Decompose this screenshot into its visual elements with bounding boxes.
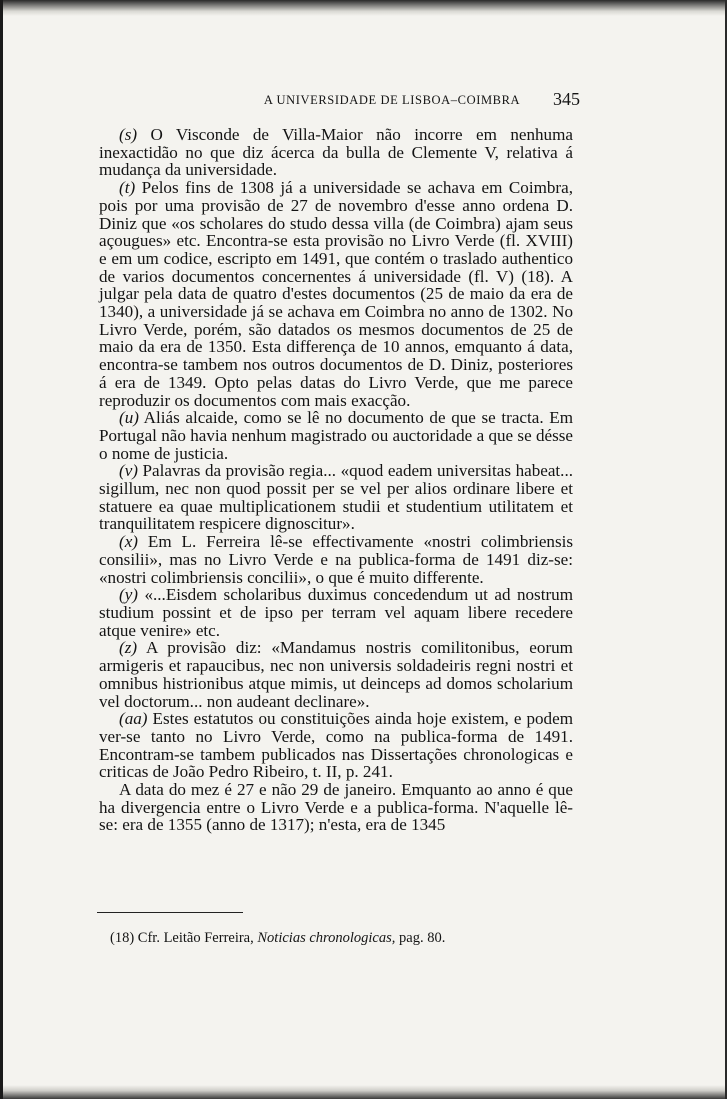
note-text: Pelos fins de 1308 já a universidade se achava em Coimbra, pois por uma provisão de 27 de novembro d'esse anno ordena D. Diniz que «os scholares do studo dessa villa (de Coimbra) ajam seus açougues» etc. Encontra-se esta provisão no Livro Verde (fl. XVIII) e em um codice, escripto em 1491, que contém o traslado authentico de varios documentos concernentes á universidade (fl. V) (18). A julgar pela data de quatro d'estes documentos (25 de maio da era de 1340), a universidade já se achava em Coimbra no anno de 1302. No Livro Verde, porém, são datados os mesmos documentos de 25 de maio da era de 1350. Esta differença de 10 annos, emquanto á data, encontra-se tambem nos outros documentos de D. Diniz, posteriores á era de 1349. Opto pelas datas do Livro Verde, que me parece reproduzir os documentos com mais exacção. [99,178,573,410]
running-title: A UNIVERSIDADE DE LISBOA–COIMBRA [263,93,521,107]
note-tag: (s) [119,125,138,144]
note-tag: (y) [119,585,138,605]
note-text: Em L. Ferreira lê-se effectivamente «nostri colimbriensis consilii», mas no Livro Verde e na publica-forma de 1491 diz-se: «nostri colimbriensis concilii», o que é muito differente. [99,532,574,587]
note-text: Palavras da provisão regia... «quod eadem universitas habeat... sigillum, nec non quod possit per se vel per alios ordinare libere et statuere ea quae multiplicationem studii et studentium utilitatem et tranquilitatem respicere dignoscitur». [99,461,573,534]
note-tag: (aa) [119,709,148,729]
footnote-author: Cfr. Leitão Ferreira, [137,930,254,946]
note-text: «...Eisdem scholaribus duximus concedendum ut ad nostrum studium possint et de ipso per terram vel aquam libere recedere atque venire» etc. [99,585,573,640]
footnote-title: Noticias chronologicas, [257,930,396,946]
note-tag: (x) [119,532,138,552]
footnote-rule [97,912,243,913]
note-u [99,409,573,462]
note-tag: (u) [119,408,139,428]
note-text: O Visconde de Villa-Maior não incorre em nenhuma inexactidão no que diz ácerca da bulla de Clemente V, relativa á mudança da universidade. [99,125,573,180]
footnote-page: pag. 80. [399,930,446,946]
note-tag: (t) [119,178,136,198]
note-s [99,126,573,179]
footnote-number: (18) [110,930,135,946]
note-tag: (v) [119,461,138,481]
note-t [99,179,573,409]
footnote [110,930,580,947]
note-text: Estes estatutos ou constituições ainda hoje existem, e podem ver-se tanto no Livro Verde, como na publica-forma de 1491. Encontram-se tambem publicados nas Dissertações chronologicas e criticas de João Pedro Ribeiro, t. II, p. 241. [99,709,573,782]
note-aa [99,710,573,781]
note-y [99,586,573,639]
page-number: 345 [553,89,580,109]
note-tag: (z) [119,638,138,658]
note-v [99,462,573,533]
note-x [99,533,573,586]
note-text: A provisão diz: «Mandamus nostris comilitonibus, eorum armigeris et rapaucibus, nec non universis soldadeiris regni nostri et omnibus histrionibus atque mimis, ut deinceps ad domos scholarium vel doctorum... non audeant declinare». [99,638,573,711]
main-text [99,126,573,834]
closing-paragraph [99,781,573,834]
note-text: A data do mez é 27 e não 29 de janeiro. Emquanto ao anno é que ha divergencia entre o Livro Verde e a publica-forma. N'aquelle lê-se: era de 1355 (anno de 1317); n'esta, era de 1345 [99,780,573,835]
note-text: Aliás alcaide, como se lê no documento de que se tracta. Em Portugal não havia nenhum magistrado ou auctoridade a que se désse o nome de justicia. [99,408,573,463]
note-z [99,639,573,710]
